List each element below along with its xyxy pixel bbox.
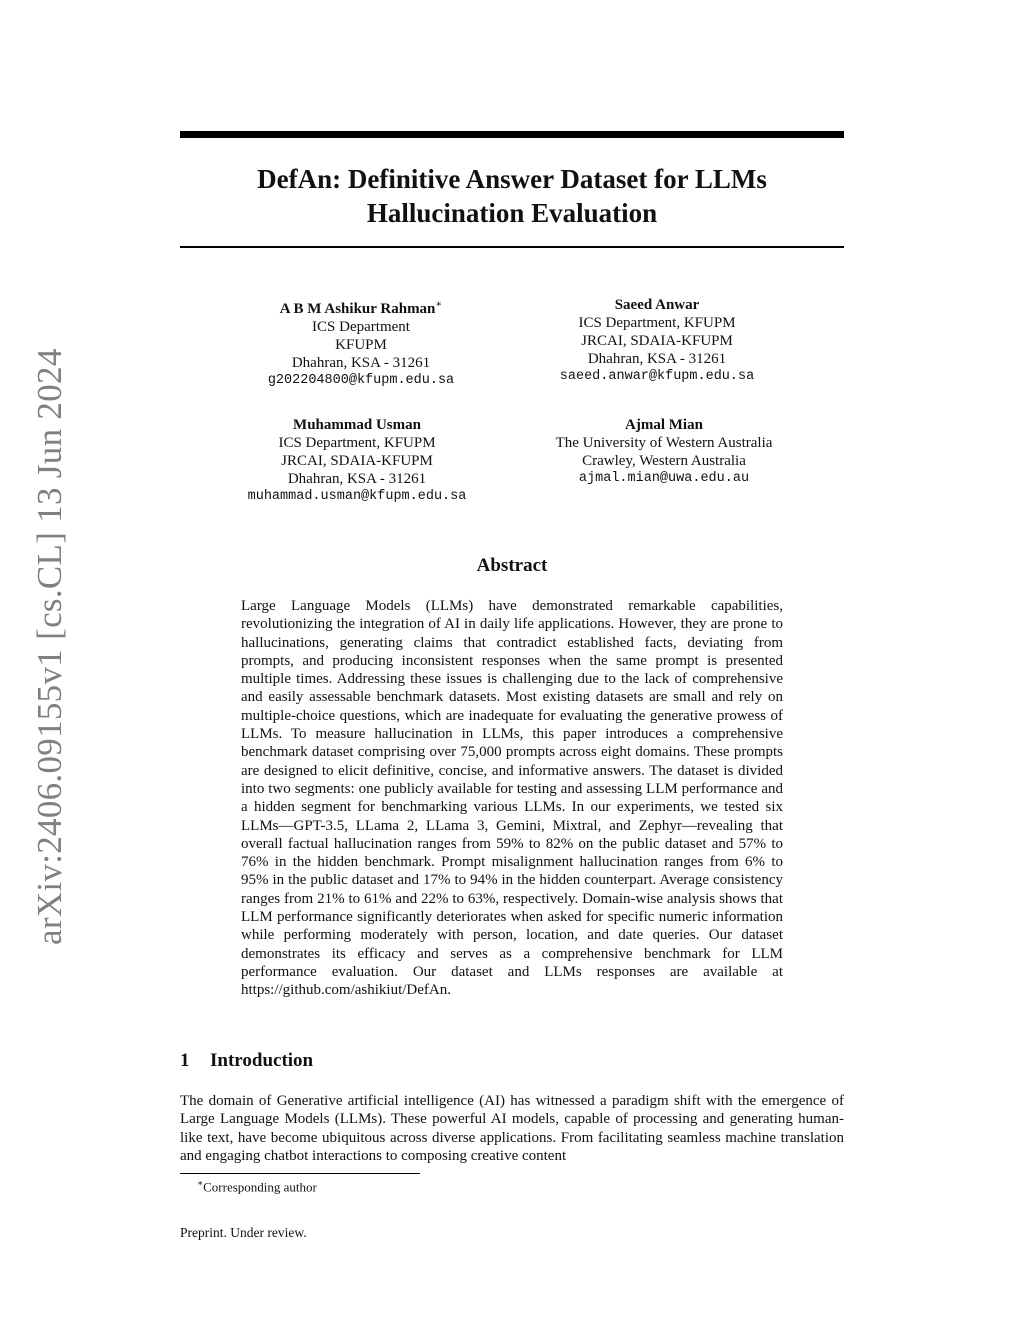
author-email[interactable]: muhammad.usman@kfupm.edu.sa xyxy=(247,489,467,504)
author-name: Saeed Anwar xyxy=(614,297,700,313)
author-affiliation: KFUPM xyxy=(335,337,387,353)
author-name: Muhammad Usman xyxy=(293,417,421,433)
title-rule-top xyxy=(180,131,844,138)
footnote-rule xyxy=(180,1173,420,1174)
author-affiliation: ICS Department, KFUPM xyxy=(578,315,736,331)
author-affiliation: ICS Department, KFUPM xyxy=(278,435,436,451)
corresponding-mark: ∗ xyxy=(435,299,443,310)
author-email[interactable]: ajmal.mian@uwa.edu.au xyxy=(578,471,750,486)
author-block xyxy=(207,416,507,506)
author-address: Dhahran, KSA - 31261 xyxy=(287,471,427,487)
footnote-text: Corresponding author xyxy=(203,1179,317,1195)
author-block xyxy=(507,296,807,386)
abstract-text: Large Language Models (LLMs) have demonstrated remarkable capabilities, revolutionizing the integration of AI in daily life applications. However, they are prone to hallucinations, generating claims that contradict established facts, deviating from prompts, and producing inconsistent responses when the same prompt is presented multiple times. Addressing these issues is challenging due to the lack of comprehensive and easily assessable benchmark datasets. Most existing datasets are small and rely on multiple-choice questions, which are inadequate for evaluating the generative prowess of LLMs. To measure hallucination in LLMs, this paper introduces a comprehensive benchmark dataset comprising over 75,000 prompts across eight domains. These prompts are designed to elicit definitive, concise, and informative answers. The dataset is divided into two segments: one publicly available for testing and assessing LLM performance and a hidden segment for benchmarking various LLMs. In our experiments, we tested six LLMs—GPT-3.5, LLama 2, LLama 3, Gemini, Mixtral, and Zephyr—revealing that overall factual hallucination ranges from 59% to 82% on the public dataset and 57% to 76% in the hidden benchmark. Prompt misalignment hallucination ranges from 6% to 95% in the public dataset and 17% to 94% in the hidden counterpart. Average consistency ranges from 21% to 61% and 22% to 63%, respectively. Domain-wise analysis shows that LLM performance significantly deteriorates when asked for specific numeric information while performing moderately with person, location, and date queries. Our dataset demonstrates its efficacy and serves as a comprehensive benchmark for LLM performance evaluation. Our dataset and LLMs responses are available at https://github.com/ashikiut/DefAn. xyxy=(241,598,783,999)
title-rule-bottom xyxy=(180,246,844,248)
section-title: Introduction xyxy=(210,1050,314,1071)
author-affiliation: JRCAI, SDAIA-KFUPM xyxy=(581,333,733,349)
author-name: A B M Ashikur Rahman∗ xyxy=(279,299,443,317)
author-block xyxy=(211,296,511,390)
author-affiliation: ICS Department xyxy=(312,319,410,335)
author-email[interactable]: saeed.anwar@kfupm.edu.sa xyxy=(559,369,755,384)
footnote xyxy=(197,1178,317,1195)
author-address: Dhahran, KSA - 31261 xyxy=(587,351,727,367)
section-heading-introduction xyxy=(180,1050,313,1072)
author-affiliation: JRCAI, SDAIA-KFUPM xyxy=(281,453,433,469)
footnote-mark: ∗ xyxy=(197,1178,204,1188)
author-block xyxy=(514,416,814,488)
preprint-note: Preprint. Under review. xyxy=(180,1225,307,1240)
introduction-text: The domain of Generative artificial intelligence (AI) has witnessed a paradigm shift with the emergence of Large Language Models (LLMs). These powerful AI models, capable of processing and generating human-like text, have become ubiquitous across diverse applications. From facilitating seamless machine translation and engaging chatbot interactions to composing creative content xyxy=(180,1093,844,1164)
abstract-heading: Abstract xyxy=(476,555,548,576)
paper-title xyxy=(180,162,844,230)
author-name: Ajmal Mian xyxy=(625,417,703,433)
author-email[interactable]: g202204800@kfupm.edu.sa xyxy=(267,373,455,388)
paper-title-line-1: DefAn: Definitive Answer Dataset for LLMs xyxy=(257,164,767,194)
author-address: Crawley, Western Australia xyxy=(582,453,746,469)
section-number: 1 xyxy=(180,1050,190,1071)
author-address: Dhahran, KSA - 31261 xyxy=(291,355,431,371)
arxiv-identifier: arXiv:2406.09155v1 [cs.CL] 13 Jun 2024 xyxy=(30,348,69,945)
author-affiliation: The University of Western Australia xyxy=(555,435,773,451)
paper-title-line-2: Hallucination Evaluation xyxy=(366,198,658,228)
